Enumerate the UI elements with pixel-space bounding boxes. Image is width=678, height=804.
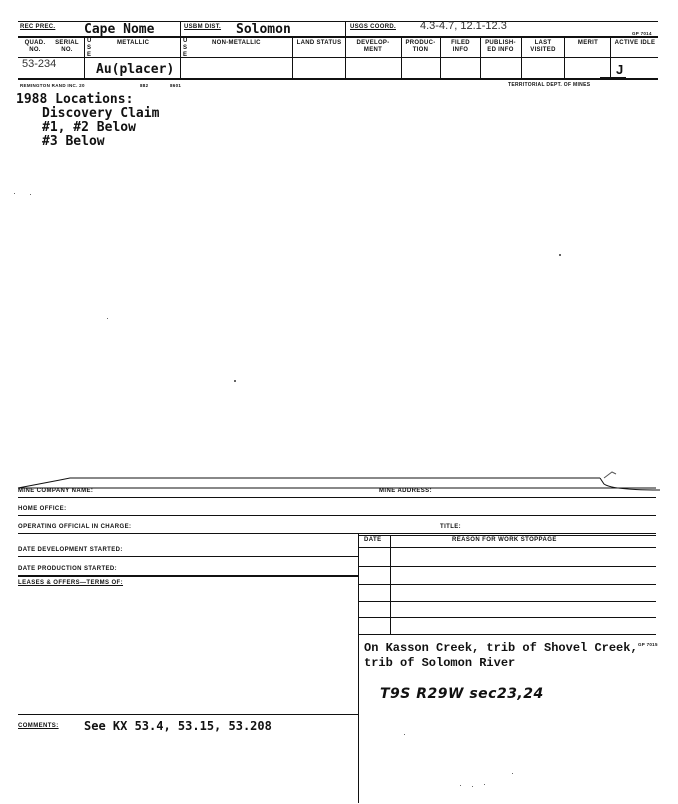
active-mark-stroke: [600, 77, 626, 79]
table-row-rule-4: [358, 617, 656, 618]
scan-speck: [107, 318, 108, 319]
locations-heading: 1988 Locations:: [16, 92, 134, 107]
reason-column-header: REASON FOR WORK STOPPAGE: [452, 537, 557, 543]
scan-speck: [559, 254, 561, 256]
col-sep-6: [440, 37, 441, 78]
active-idle-mark: J: [616, 62, 624, 77]
table-left-border: [358, 533, 359, 803]
scan-speck: [484, 784, 485, 785]
title-label: TITLE:: [440, 524, 462, 530]
scan-speck: [460, 785, 461, 786]
print-code-2: 8601: [170, 83, 182, 88]
form-number-top: GP 7014: [632, 31, 652, 36]
location-note-line-1: On Kasson Creek, trib of Shovel Creek,: [364, 641, 638, 655]
rec-prec-value: Cape Nome: [84, 22, 155, 37]
usgs-coord-value: 4.3-4.7, 12.1-12.3: [420, 20, 507, 32]
scan-speck: [404, 734, 405, 735]
card-back-top-edge: [0, 470, 678, 494]
metallic-value: Au(placer): [96, 62, 175, 77]
quad-serial-value: 53-234: [22, 58, 57, 70]
col-sep-5: [401, 37, 402, 78]
row-rule-4: [18, 556, 358, 557]
row-rule-5: [18, 575, 358, 577]
scan-speck: [14, 193, 15, 194]
leases-offers-label: LEASES & OFFERS—TERMS OF:: [18, 580, 124, 586]
col-last-visited: LAST VISITED: [530, 40, 556, 53]
col-sep-2: [180, 37, 181, 78]
location-item-3: #3 Below: [42, 134, 105, 149]
col-serial: SERIAL NO.: [55, 40, 79, 53]
col-sep-10: [610, 37, 611, 78]
form-number-back: GP 7015: [638, 642, 658, 647]
col-quad: QUAD. NO.: [24, 40, 46, 53]
col-active-idle: ACTIVE IDLE: [614, 40, 656, 46]
col-use-nonmetallic: U S E: [183, 38, 188, 58]
row-rule-2: [18, 515, 656, 516]
sep-usgs: [345, 21, 346, 37]
row-rule-1: [18, 497, 656, 498]
print-code-1: 882: [140, 83, 149, 88]
table-date-separator: [390, 535, 391, 635]
table-row-rule-2: [358, 584, 656, 585]
table-row-rule-1: [358, 566, 656, 567]
comments-top-rule: [18, 714, 358, 715]
col-metallic: METALLIC: [117, 40, 150, 46]
location-item-1: Discovery Claim: [42, 106, 160, 121]
col-sep-8: [521, 37, 522, 78]
col-sep-1: [84, 37, 85, 78]
col-filed-info: FILED INFO: [451, 40, 470, 53]
table-row-rule-3: [358, 601, 656, 602]
territorial-dept: TERRITORIAL DEPT. OF MINES: [508, 82, 591, 88]
col-land-status: LAND STATUS: [296, 40, 342, 46]
col-sep-9: [564, 37, 565, 78]
header-row-rule: [18, 57, 658, 58]
home-office-label: HOME OFFICE:: [18, 506, 67, 512]
location-item-2: #1, #2 Below: [42, 120, 136, 135]
col-sep-7: [480, 37, 481, 78]
date-production-started-label: DATE PRODUCTION STARTED:: [18, 566, 118, 572]
scan-speck: [512, 773, 513, 774]
row-rule-3b: [358, 535, 656, 536]
sep-usbm: [180, 21, 181, 37]
col-merit: MERIT: [577, 40, 599, 46]
mine-address-label: MINE ADDRESS:: [379, 488, 432, 494]
col-development: DEVELOP-MENT: [356, 40, 390, 53]
table-header-rule: [358, 547, 656, 548]
operating-official-label: OPERATING OFFICIAL IN CHARGE:: [18, 524, 132, 530]
col-sep-3: [292, 37, 293, 78]
location-note-line-2: trib of Solomon River: [364, 656, 516, 670]
comments-label: COMMENTS:: [18, 723, 59, 729]
printer-imprint: REMINGTON RAND INC. 20: [20, 83, 85, 88]
usbm-dist-value: Solomon: [236, 22, 291, 37]
col-published-info: PUBLISH-ED INFO: [485, 40, 516, 53]
row-rule-3: [18, 533, 656, 534]
mine-company-name-label: MINE COMPANY NAME:: [18, 488, 94, 494]
scan-speck: [30, 194, 31, 195]
handwritten-township-range: T9S R29W sec23,24: [380, 686, 544, 702]
card-header: [0, 0, 678, 90]
date-column-header: DATE: [364, 537, 382, 543]
col-use-metallic: U S E: [87, 38, 92, 58]
table-row-rule-5: [358, 634, 656, 635]
header-bottom-rule: [18, 78, 658, 80]
col-production: PRODUC-TION: [405, 40, 436, 53]
date-development-started-label: DATE DEVELOPMENT STARTED:: [18, 547, 123, 553]
rec-prec-label: REC PREC.: [20, 24, 56, 30]
scan-speck: [234, 380, 236, 382]
col-nonmetallic: NON-METALLIC: [212, 40, 261, 46]
scan-speck: [472, 786, 473, 787]
col-sep-4: [345, 37, 346, 78]
usbm-dist-label: USBM DIST.: [184, 24, 222, 30]
usgs-coord-label: USGS COORD.: [350, 24, 396, 30]
comments-value: See KX 53.4, 53.15, 53.208: [84, 719, 272, 733]
